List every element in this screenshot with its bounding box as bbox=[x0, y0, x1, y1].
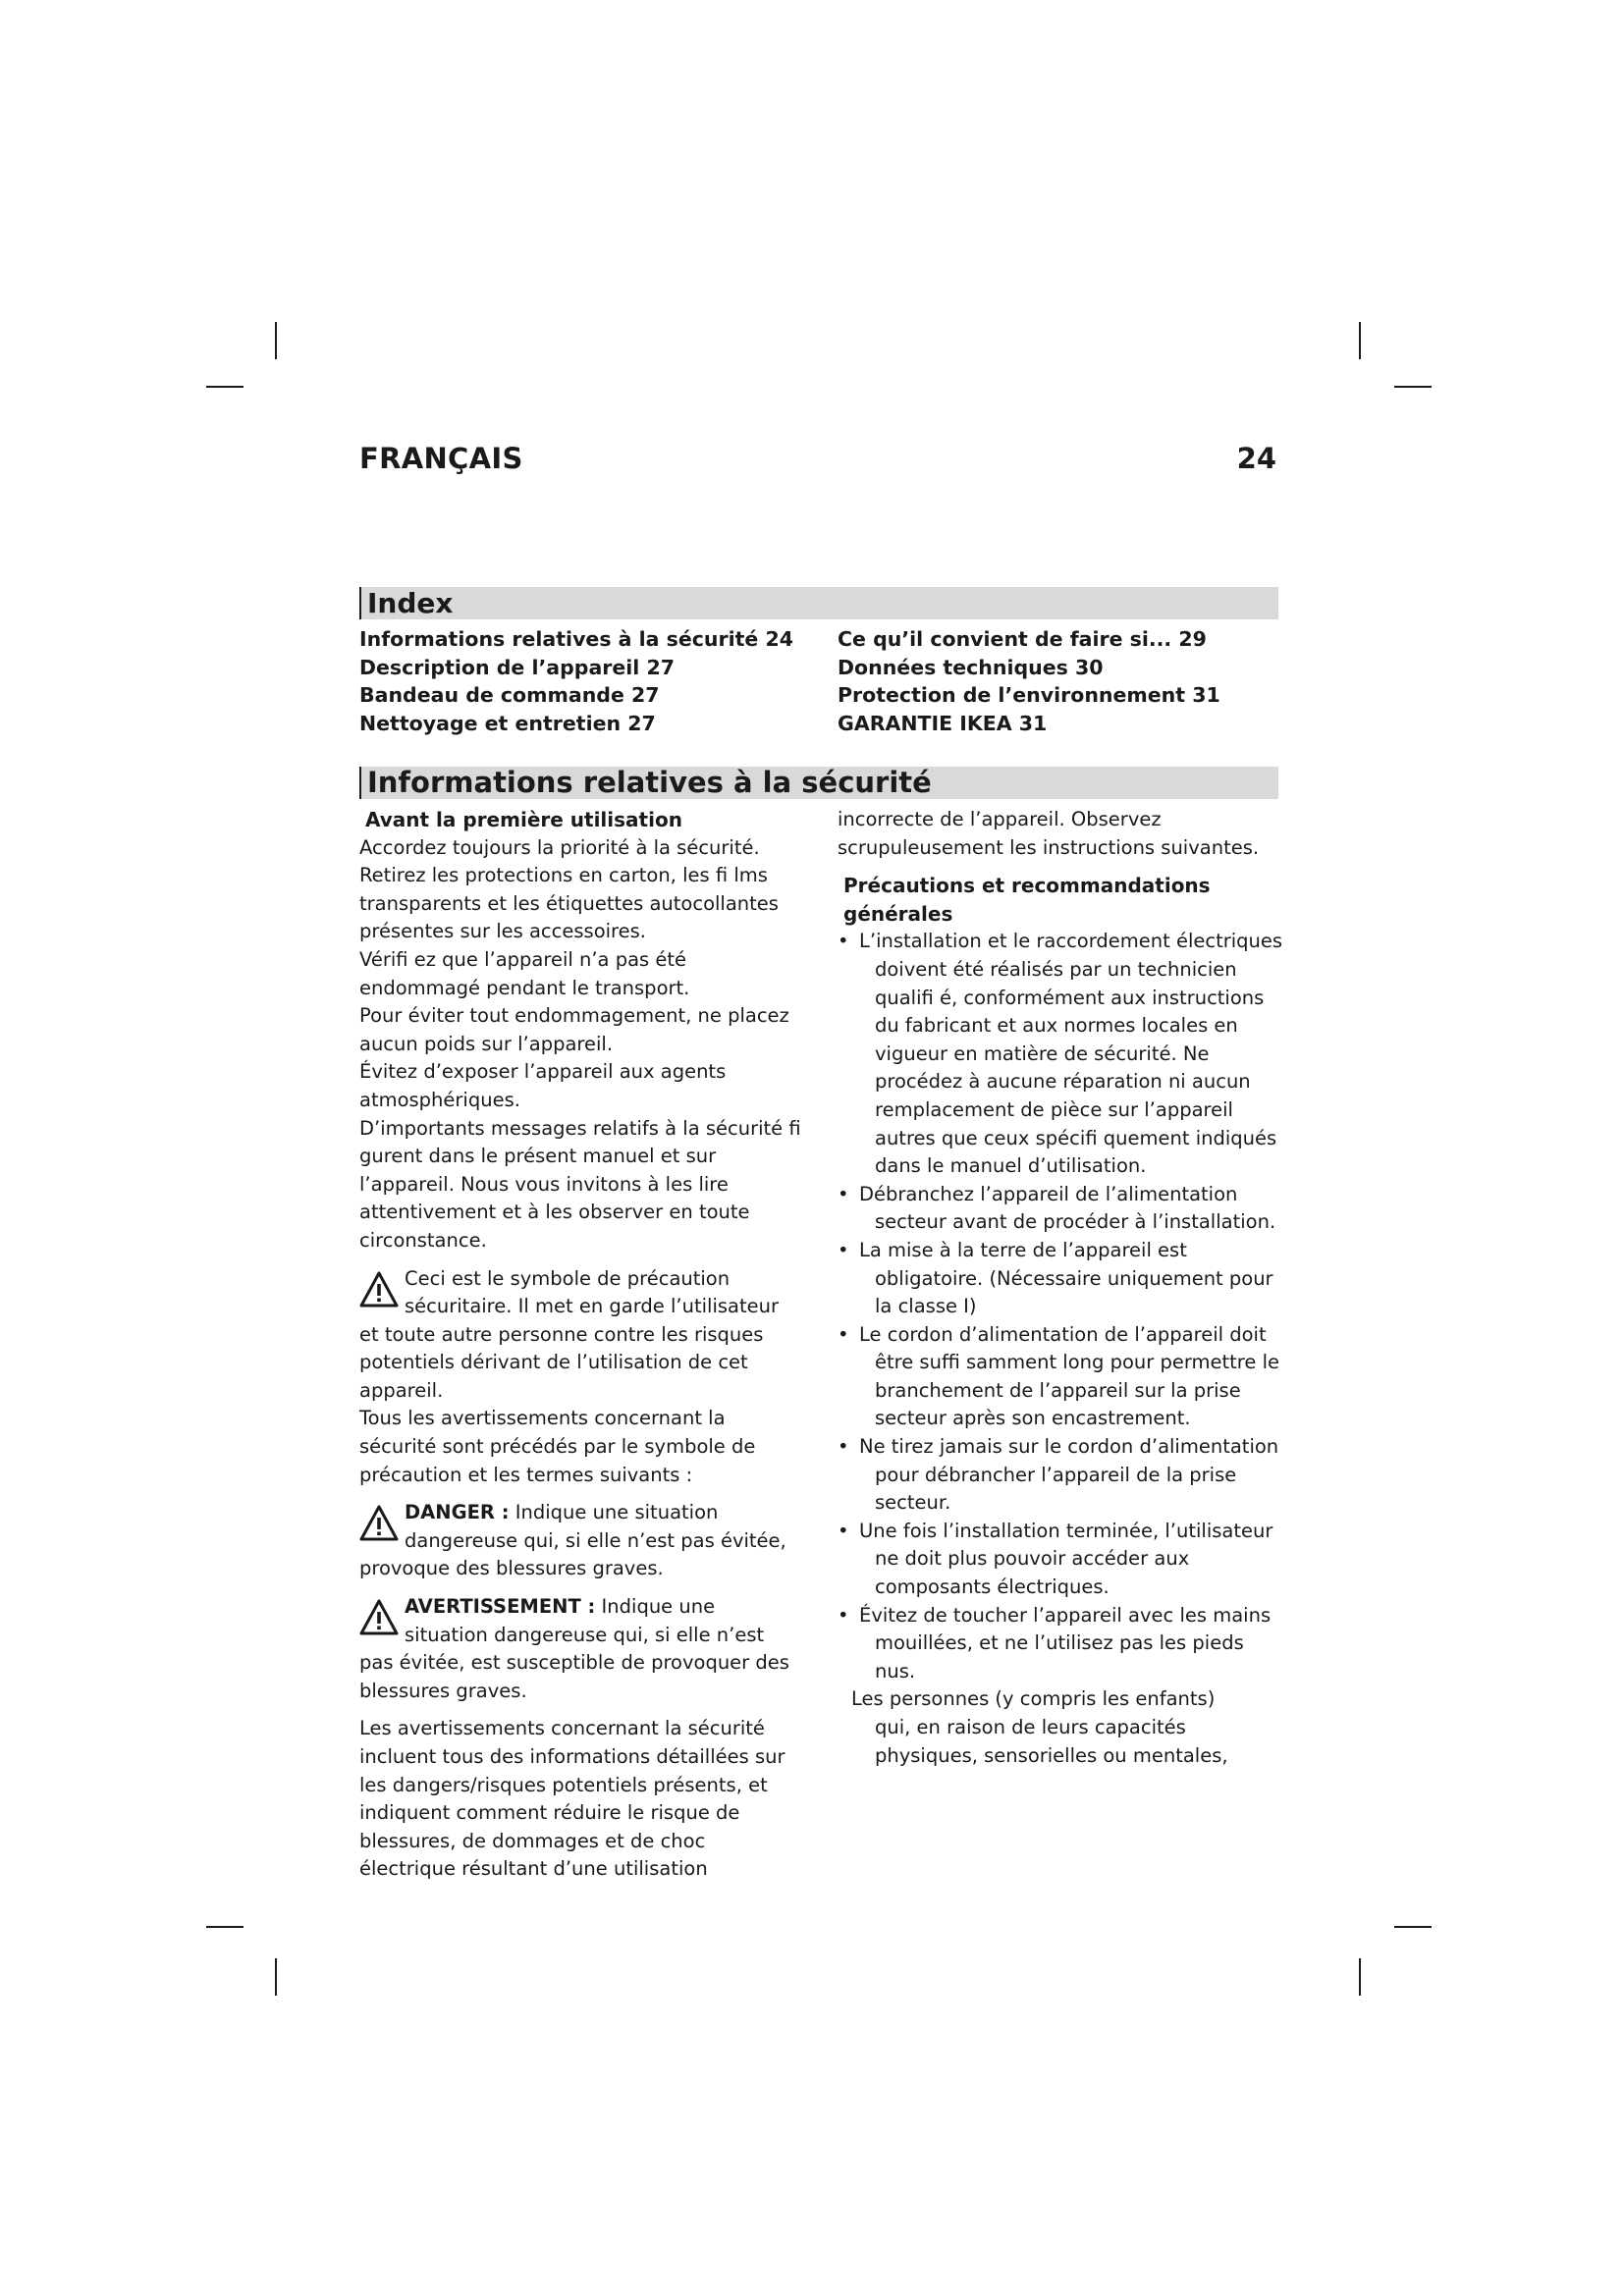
safety-section-header bbox=[359, 767, 1278, 799]
paragraph: Accordez toujours la priorité à la sécurité. bbox=[359, 835, 760, 859]
list-item: • L’installation et le raccordement électriques doivent été réalisés par un technicien qualifi é, conformément aux instructions du fabricant et aux normes locales en vigueur en matière de sécurité. Ne procédez à aucune réparation ni aucun remplacement de pièce sur l’appareil autres que ceux spécifi quement indiqués dans le manuel d’utilisation. bbox=[838, 928, 1289, 1180]
list-item: • Le cordon d’alimentation de l’appareil doit être suffi samment long pour permettre le branchement de l’appareil sur la prise secteur après son encastrement. bbox=[838, 1321, 1289, 1433]
warning-triangle-icon bbox=[359, 1271, 399, 1308]
page-number: 24 bbox=[1236, 442, 1276, 475]
page-language: FRANÇAIS bbox=[359, 442, 523, 475]
crop-mark bbox=[1359, 1958, 1361, 1996]
list-item: • La mise à la terre de l’appareil est obligatoire. (Nécessaire uniquement pour la classe I) bbox=[838, 1237, 1289, 1321]
safety-title: Informations relatives à la sécurité bbox=[367, 766, 932, 799]
toc-right-column bbox=[838, 625, 1220, 737]
persons-line: Les personnes (y compris les enfants) bbox=[851, 1687, 1216, 1711]
crop-mark bbox=[275, 1958, 277, 1996]
danger-label: DANGER : bbox=[405, 1501, 510, 1524]
danger-text: Indique une situation dangereuse qui, si elle n’est pas évitée, provoque des blessures graves. bbox=[359, 1501, 786, 1580]
list-item: • Une fois l’installation terminée, l’utilisateur ne doit plus pouvoir accéder aux composants électriques. bbox=[838, 1518, 1289, 1602]
continuation-text: incorrecte de l’appareil. Observez scrupuleusement les instructions suivantes. bbox=[838, 808, 1260, 859]
warning-text: Indique une situation dangereuse qui, si elle n’est pas évitée, est susceptible de provoquer des blessures graves. bbox=[359, 1595, 789, 1702]
toc-entry[interactable]: GARANTIE IKEA 31 bbox=[838, 711, 1048, 735]
paragraph: Évitez d’exposer l’appareil aux agents atmosphériques. bbox=[359, 1060, 727, 1111]
toc-entry[interactable]: Protection de l’environnement 31 bbox=[838, 683, 1220, 707]
toc-left-column bbox=[359, 625, 793, 737]
left-text-column bbox=[359, 806, 803, 1884]
list-item: • Évitez de toucher l’appareil avec les mains mouillées, et ne l’utilisez pas les pieds nus. bbox=[838, 1602, 1289, 1686]
before-first-use-heading: Avant la première utilisation bbox=[365, 808, 682, 831]
persons-line: qui, en raison de leurs capacités physiques, sensorielles ou mentales, bbox=[875, 1716, 1228, 1767]
paragraph: Retirez les protections en carton, les fi lms transparents et les étiquettes autocollantes présentes sur les accessoires. bbox=[359, 864, 779, 943]
paragraph: D’importants messages relatifs à la sécurité fi gurent dans le présent manuel et sur l’appareil. Nous vous invitons à les lire attentivement et à les observer en toute circonstance. bbox=[359, 1116, 801, 1252]
crop-mark bbox=[1359, 322, 1361, 359]
toc-entry[interactable]: Informations relatives à la sécurité 24 bbox=[359, 627, 794, 651]
list-item: • Ne tirez jamais sur le cordon d’alimentation pour débrancher l’appareil de la prise secteur. bbox=[838, 1433, 1289, 1518]
warning-label: AVERTISSEMENT : bbox=[405, 1595, 596, 1619]
warning-triangle-icon bbox=[359, 1505, 399, 1542]
toc-entry[interactable]: Nettoyage et entretien 27 bbox=[359, 711, 656, 735]
general-precautions-heading: Précautions et recommandations générales bbox=[843, 874, 1211, 926]
safety-symbol-text: Ceci est le symbole de précaution sécuritaire. Il met en garde l’utilisateur et toute autre personne contre les risques potentiels dérivant de l’utilisation de cet appareil. bbox=[359, 1266, 780, 1402]
warning-triangle-icon bbox=[359, 1599, 399, 1636]
right-text-column bbox=[838, 806, 1289, 1770]
toc-entry[interactable]: Ce qu’il convient de faire si... 29 bbox=[838, 627, 1207, 651]
safety-symbol-block bbox=[359, 1265, 803, 1406]
persons-paragraph bbox=[838, 1685, 1289, 1770]
danger-block bbox=[359, 1499, 803, 1583]
warnings-intro: Tous les avertissements concernant la sécurité sont précédés par le symbole de précaution et les termes suivants : bbox=[359, 1407, 756, 1486]
index-title: Index bbox=[367, 587, 454, 619]
crop-mark bbox=[275, 322, 277, 359]
warnings-detail: Les avertissements concernant la sécurité incluent tous des informations détaillées sur les dangers/risques potentiels présents, et indiquent comment réduire le risque de blessures, de dommages et de choc électrique résultant d’une utilisation bbox=[359, 1717, 785, 1881]
index-section-header bbox=[359, 587, 1278, 619]
paragraph: Vérifi ez que l’appareil n’a pas été endommagé pendant le transport. bbox=[359, 947, 690, 999]
warning-block bbox=[359, 1593, 803, 1705]
paragraph: Pour éviter tout endommagement, ne placez aucun poids sur l’appareil. bbox=[359, 1004, 789, 1055]
precautions-list bbox=[838, 928, 1289, 1685]
toc-entry[interactable]: Description de l’appareil 27 bbox=[359, 655, 676, 679]
toc-entry[interactable]: Bandeau de commande 27 bbox=[359, 683, 660, 707]
toc-entry[interactable]: Données techniques 30 bbox=[838, 655, 1104, 679]
list-item: • Débranchez l’appareil de l’alimentation secteur avant de procéder à l’installation. bbox=[838, 1181, 1289, 1237]
crop-mark bbox=[1394, 1926, 1432, 1928]
crop-mark bbox=[206, 386, 244, 388]
crop-mark bbox=[206, 1926, 244, 1928]
crop-mark bbox=[1394, 386, 1432, 388]
